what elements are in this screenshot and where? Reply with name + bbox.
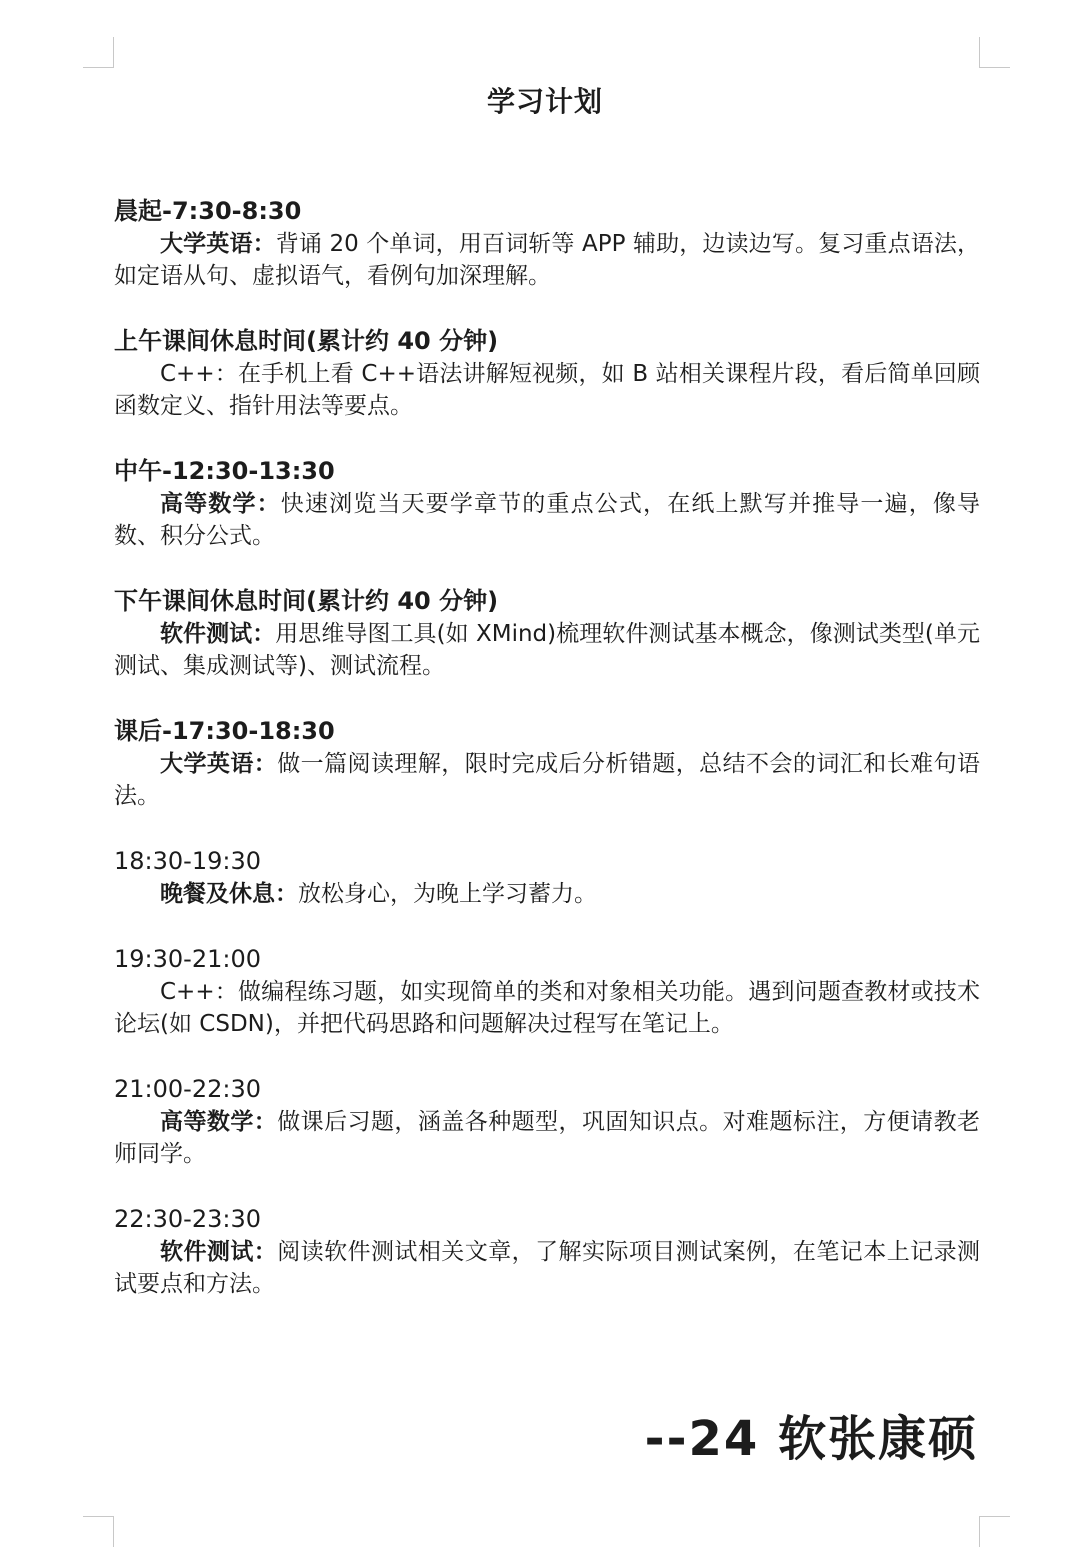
section-text: 快速浏览当天要学章节的重点公式，在纸上默写并推导一遍，像导数、积分公式。 xyxy=(114,491,981,549)
section-subject: 高等数学： xyxy=(160,1109,278,1135)
section-subject: 大学英语： xyxy=(160,751,278,777)
section-heading: 22:30-23:30 xyxy=(114,1205,261,1233)
section-text: 放松身心，为晚上学习蓄力。 xyxy=(298,881,597,907)
section-subject: 晚餐及休息： xyxy=(160,881,298,907)
document-title: 学习计划 xyxy=(486,85,603,118)
plan-section-morning xyxy=(114,195,980,325)
section-heading: 晨起-7:30-8:30 xyxy=(114,197,302,225)
page-corner-mark-top-left xyxy=(83,37,114,68)
plan-section-afternoon-break xyxy=(114,585,980,715)
section-subject: 大学英语： xyxy=(160,231,276,257)
section-text: C++：做编程练习题，如实现简单的类和对象相关功能。遇到问题查教材或技术论坛(如 CSDN)，并把代码思路和问题解决过程写在笔记上。 xyxy=(114,979,980,1037)
section-heading: 课后-17:30-18:30 xyxy=(114,717,335,745)
plan-section-evening-2 xyxy=(114,1073,980,1203)
section-text: 用思维导图工具(如 XMind)梳理软件测试基本概念，像测试类型(单元测试、集成测试等)、测试流程。 xyxy=(114,621,980,679)
section-body xyxy=(114,748,980,812)
page-corner-mark-bottom-left xyxy=(83,1516,114,1547)
plan-section-after-class xyxy=(114,715,980,845)
section-heading: 21:00-22:30 xyxy=(114,1075,261,1103)
page-corner-mark-top-right xyxy=(979,37,1010,68)
section-heading: 18:30-19:30 xyxy=(114,847,261,875)
section-heading: 上午课间休息时间(累计约 40 分钟) xyxy=(114,327,499,355)
section-heading: 中午-12:30-13:30 xyxy=(114,457,335,485)
section-heading: 下午课间休息时间(累计约 40 分钟) xyxy=(114,587,499,615)
section-text: 做课后习题，涵盖各种题型，巩固知识点。对难题标注，方便请教老师同学。 xyxy=(114,1109,981,1167)
plan-section-dinner xyxy=(114,845,980,943)
section-subject: 高等数学： xyxy=(160,491,281,517)
author-signature: --24 软张康硕 xyxy=(644,1411,978,1467)
plan-section-evening-1 xyxy=(114,943,980,1073)
section-heading: 19:30-21:00 xyxy=(114,945,261,973)
section-body xyxy=(114,618,980,682)
section-body xyxy=(114,976,980,1040)
section-body xyxy=(114,1106,980,1170)
plan-section-morning-break xyxy=(114,325,980,455)
section-text: C++：在手机上看 C++语法讲解短视频，如 B 站相关课程片段，看后简单回顾函数定义、指针用法等要点。 xyxy=(114,361,980,419)
section-text: 做一篇阅读理解，限时完成后分析错题，总结不会的词汇和长难句语法。 xyxy=(114,751,981,809)
section-subject: 软件测试： xyxy=(160,1239,278,1265)
plan-section-night xyxy=(114,1203,980,1333)
section-body xyxy=(114,1236,980,1300)
section-body xyxy=(114,878,980,910)
section-body xyxy=(114,358,980,422)
plan-section-noon xyxy=(114,455,980,585)
section-body xyxy=(114,228,980,292)
section-text: 阅读软件测试相关文章，了解实际项目测试案例，在笔记本上记录测试要点和方法。 xyxy=(114,1239,981,1297)
section-body xyxy=(114,488,980,552)
page-corner-mark-bottom-right xyxy=(979,1516,1010,1547)
section-subject: 软件测试： xyxy=(160,621,276,647)
study-plan-sections xyxy=(114,195,980,1333)
section-text: 背诵 20 个单词，用百词斩等 APP 辅助，边读边写。复习重点语法，如定语从句、虚拟语气，看例句加深理解。 xyxy=(114,231,981,289)
